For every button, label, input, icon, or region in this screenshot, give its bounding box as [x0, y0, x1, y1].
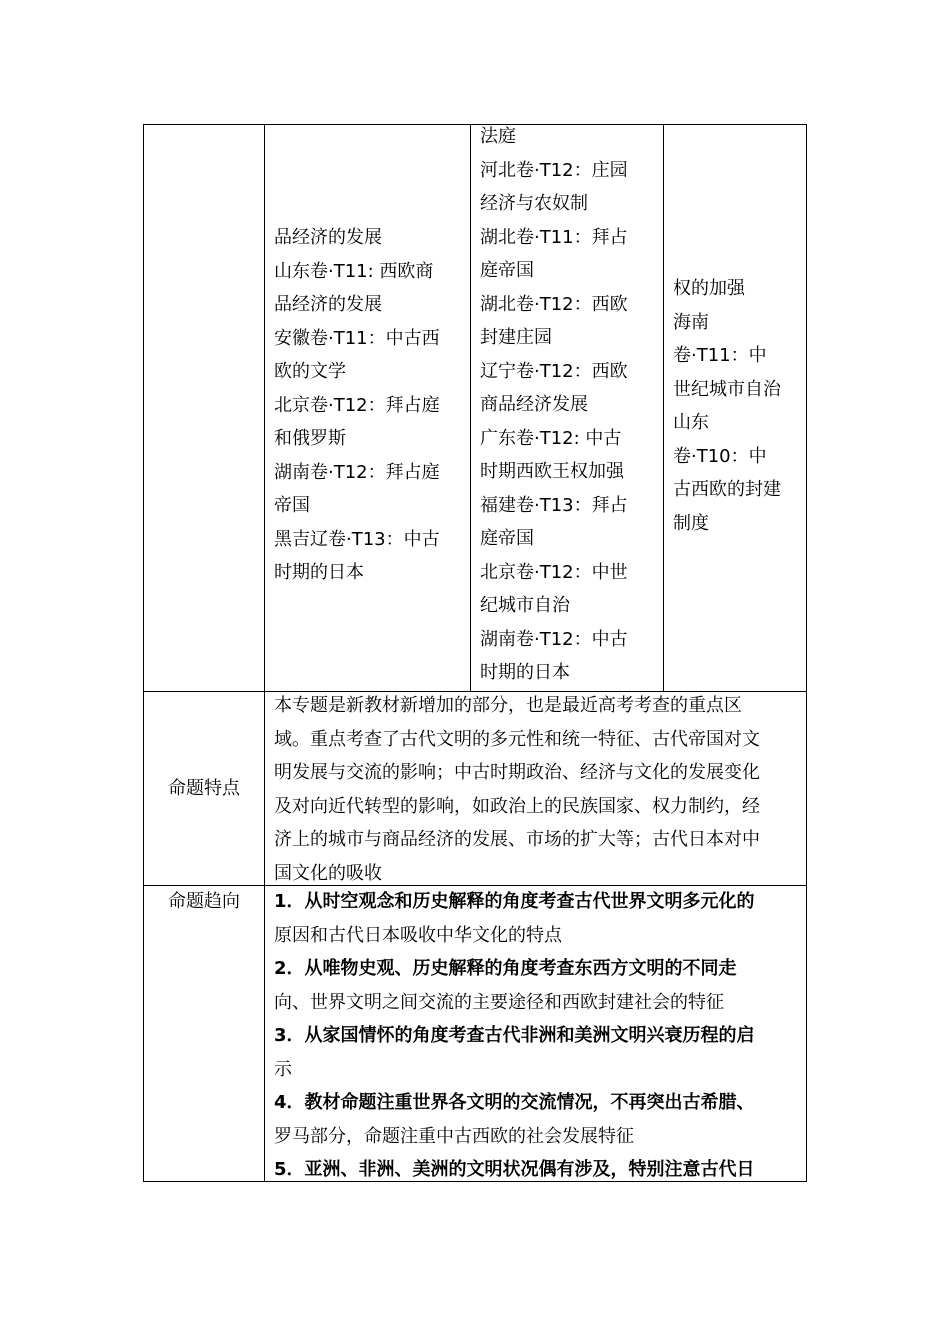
text-line: 湖南卷·T12：中古 — [480, 628, 628, 650]
text-line: 湖北卷·T12：西欧 — [480, 293, 628, 315]
text-line: 广东卷·T12: 中古 — [480, 427, 622, 449]
text-line: 湖北卷·T11：拜占 — [480, 226, 628, 248]
row-label: 命题特点 — [168, 778, 240, 799]
text-line: 2．从唯物史观、历史解释的角度考查东西方文明的不同走 — [274, 958, 737, 979]
text-line: 经济与农奴制 — [480, 193, 588, 214]
features-content — [274, 689, 760, 890]
text-line: 国文化的吸收 — [274, 862, 382, 884]
text-line: 1．从时空观念和历史解释的角度考查古代世界文明多元化的 — [274, 891, 755, 912]
table-border-right — [806, 124, 807, 1182]
exam-topic-table — [143, 124, 807, 1182]
row-label: 命题趋向 — [168, 891, 240, 912]
column-divider-3 — [663, 124, 664, 692]
text-line: 示 — [274, 1058, 292, 1080]
text-line: 山东卷·T11: 西欧商 — [274, 260, 434, 282]
text-line: 制度 — [673, 512, 709, 534]
text-line: 明发展与交流的影响；中古时期政治、经济与文化的发展变化 — [274, 762, 760, 783]
text-line: 罗马部分，命题注重中古西欧的社会发展特征 — [274, 1125, 634, 1147]
text-line: 海南 — [673, 311, 709, 333]
exam-list-cell-4 — [673, 272, 781, 540]
table-border-left — [143, 124, 144, 1182]
text-line: 庭帝国 — [480, 528, 534, 549]
text-line: 时期西欧王权加强 — [480, 461, 624, 482]
text-line: 帝国 — [274, 495, 310, 516]
text-line: 辽宁卷·T12：西欧 — [480, 360, 628, 382]
text-line: 品经济的发展 — [274, 294, 382, 315]
table-border-top — [143, 124, 807, 125]
exam-list-cell-3 — [480, 120, 628, 690]
text-line: 山东 — [673, 412, 709, 433]
text-line: 卷·T11：中 — [673, 345, 767, 366]
text-line: 法庭 — [480, 126, 516, 147]
column-divider-2 — [470, 124, 471, 692]
text-line: 原因和古代日本吸收中华文化的特点 — [274, 924, 562, 946]
text-line: 福建卷·T13：拜占 — [480, 494, 628, 516]
text-line: 权的加强 — [673, 278, 745, 299]
text-line: 济上的城市与商品经济的发展、市场的扩大等；古代日本对中 — [274, 829, 760, 850]
text-line: 北京卷·T12：中世 — [480, 561, 628, 583]
text-line: 和俄罗斯 — [274, 428, 346, 449]
text-line: 时期的日本 — [274, 562, 364, 583]
text-line: 河北卷·T12：庄园 — [480, 159, 628, 181]
text-line: 3．从家国情怀的角度考查古代非洲和美洲文明兴衰历程的启 — [274, 1025, 755, 1046]
text-line: 黑吉辽卷·T13：中古 — [274, 528, 440, 550]
text-line: 商品经济发展 — [480, 394, 588, 415]
text-line: 古西欧的封建 — [673, 479, 781, 500]
text-line: 卷·T10：中 — [673, 445, 767, 467]
trends-content — [274, 885, 755, 1187]
text-line: 欧的文学 — [274, 361, 346, 382]
text-line: 世纪城市自治 — [673, 378, 781, 400]
text-line: 4．教材命题注重世界各文明的交流情况，不再突出古希腊、 — [274, 1092, 755, 1113]
exam-list-cell-2 — [274, 221, 440, 590]
trends-label — [144, 885, 264, 919]
text-line: 安徽卷·T11：中古西 — [274, 327, 440, 349]
features-label — [144, 772, 264, 806]
text-line: 封建庄园 — [480, 327, 552, 348]
text-line: 及对向近代转型的影响，如政治上的民族国家、权力制约，经 — [274, 795, 760, 817]
text-line: 北京卷·T12：拜占庭 — [274, 394, 440, 416]
text-line: 品经济的发展 — [274, 227, 382, 248]
text-line: 时期的日本 — [480, 662, 570, 683]
text-line: 域。重点考查了古代文明的多元性和统一特征、古代帝国对文 — [274, 728, 760, 750]
column-divider-1 — [264, 124, 265, 1182]
text-line: 向、世界文明之间交流的主要途径和西欧封建社会的特征 — [274, 991, 724, 1013]
text-line: 纪城市自治 — [480, 595, 570, 616]
text-line: 庭帝国 — [480, 260, 534, 281]
text-line: 本专题是新教材新增加的部分，也是最近高考考查的重点区 — [274, 695, 742, 716]
text-line: 湖南卷·T12：拜占庭 — [274, 461, 440, 483]
text-line: 5．亚洲、非洲、美洲的文明状况偶有涉及，特别注意古代日 — [274, 1159, 755, 1180]
